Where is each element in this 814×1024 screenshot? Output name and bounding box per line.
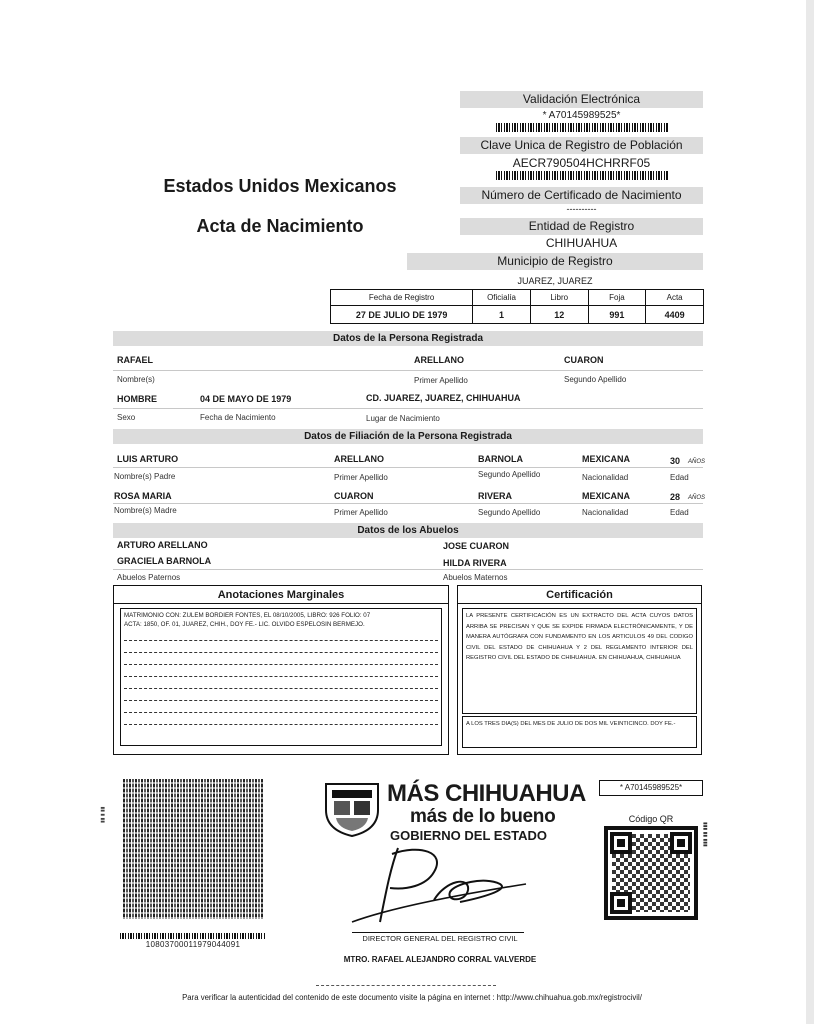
brand-line-2: más de lo bueno: [410, 806, 556, 827]
country-title: Estados Unidos Mexicanos: [163, 176, 397, 196]
anotaciones-inner: [120, 608, 442, 746]
row-divider: [113, 408, 703, 409]
anotacion-dashed-line: [124, 701, 438, 713]
verify-divider: [316, 985, 496, 986]
anotacion-line-1: MATRIMONIO CON: ZULEM BORDIER FONTES, EL 08/10/2005, LIBRO: 926 FOLIO: 07: [124, 612, 371, 619]
persona-fecha-nacimiento: 04 DE MAYO DE 1979: [200, 394, 292, 404]
value-libro: 12: [530, 306, 588, 324]
padre-primer-apellido-label: Primer Apellido: [334, 473, 388, 482]
madre-nacionalidad: MEXICANA: [582, 491, 631, 501]
brand-line-1: MÁS CHIHUAHUA: [387, 780, 586, 807]
persona-sexo: HOMBRE: [117, 394, 157, 404]
madre-nombre-label: Nombre(s) Madre: [114, 506, 177, 515]
padre-nombre-label: Nombre(s) Padre: [114, 472, 176, 481]
persona-lugar-label: Lugar de Nacimiento: [366, 414, 440, 423]
padre-anos: AÑOS: [688, 459, 706, 465]
madre-edad: 28: [670, 492, 681, 502]
row-divider: [113, 503, 703, 504]
padre-segundo-apellido-label: Segundo Apellido: [478, 470, 541, 479]
qr-code: [604, 826, 698, 920]
abuelos-maternos-label: Abuelos Maternos: [443, 573, 508, 582]
header-acta: Acta: [646, 290, 704, 306]
certificado-label: Número de Certificado de Nacimiento: [460, 187, 703, 204]
qr-label: Código QR: [628, 814, 674, 824]
director-title: DIRECTOR GENERAL DEL REGISTRO CIVIL: [362, 934, 518, 943]
abuelo-paterno-2: GRACIELA BARNOLA: [117, 556, 212, 566]
entidad-label: Entidad de Registro: [460, 218, 703, 235]
validacion-barcode: [496, 123, 668, 132]
row-divider: [113, 569, 703, 570]
anotacion-dashed-line: [124, 629, 438, 641]
barcode-side-text: ▮▮ ▮ ▮▮: [100, 806, 106, 823]
state-shield-icon: [322, 780, 382, 838]
validacion-value: * A70145989525*: [542, 110, 621, 121]
anotacion-line-2: ACTA: 1850, OF. 01, JUAREZ, CHIH., DOY FE.- LIC. OLVIDO ESPELOSIN BERMEJO.: [124, 621, 365, 628]
value-fecha-registro: 27 DE JULIO DE 1979: [331, 306, 473, 324]
brand-line-3: GOBIERNO DEL ESTADO: [390, 828, 547, 843]
anotacion-dashed-line: [124, 641, 438, 653]
value-foja: 991: [588, 306, 646, 324]
abuelos-paternos-label: Abuelos Paternos: [117, 573, 181, 582]
padre-nombre: LUIS ARTURO: [117, 454, 179, 464]
barcode-number: 10803700011979044091: [145, 940, 241, 949]
padre-nacionalidad: MEXICANA: [582, 454, 631, 464]
certificacion-title: Certificación: [458, 586, 701, 604]
certificado-value: ----------: [566, 204, 597, 214]
header-foja: Foja: [588, 290, 646, 306]
persona-lugar-nacimiento: CD. JUAREZ, JUAREZ, CHIHUAHUA: [366, 393, 521, 403]
padre-primer-apellido: ARELLANO: [334, 454, 384, 464]
certificacion-box: [457, 585, 702, 755]
padre-nacionalidad-label: Nacionalidad: [582, 473, 629, 482]
padre-edad-label: Edad: [670, 473, 689, 482]
persona-fecha-label: Fecha de Nacimiento: [200, 413, 276, 422]
verify-text: Para verificar la autenticidad del contenido de este documento visite la página en internet : http://www.chihuahua.gob.mx/registrocivil/: [182, 993, 642, 1002]
anotacion-dashed-line: [124, 665, 438, 677]
document-title: Acta de Nacimiento: [196, 216, 364, 236]
section-filiacion-title: Datos de Filiación de la Persona Registrada: [113, 429, 703, 444]
madre-anos: AÑOS: [688, 495, 706, 501]
padre-edad: 30: [670, 456, 681, 466]
value-acta: 4409: [646, 306, 704, 324]
header-oficialia: Oficialía: [473, 290, 531, 306]
persona-primer-apellido-label: Primer Apellido: [414, 376, 468, 385]
signature-image: [350, 840, 530, 930]
persona-nombre-label: Nombre(s): [117, 375, 155, 384]
row-divider: [113, 467, 703, 468]
section-persona-title: Datos de la Persona Registrada: [113, 331, 703, 346]
linear-barcode: [120, 933, 266, 939]
page-edge: [806, 0, 814, 1024]
qr-side-text: ▮▮▮ ▮▮ ▮▮▮: [702, 822, 708, 847]
municipio-label: Municipio de Registro: [407, 253, 703, 270]
header-fecha-registro: Fecha de Registro: [331, 290, 473, 306]
entidad-value: CHIHUAHUA: [545, 236, 618, 250]
certificacion-text: LA PRESENTE CERTIFICACIÓN ES UN EXTRACTO DEL ACTA CUYOS DATOS ARRIBA SE PRECISAN Y QUE SE EXPIDE FIRMADA ELECTRÓNICAMENTE, Y DE MANERA AUTÓGRAFA CON FUNDAMENTO EN LOS ARTICULOS 49 DEL CODIGO CIVIL DEL ESTADO DE CHIHUAHUA Y 2 DEL REGLAMENTO INTERIOR DEL REGISTRO CIVIL DEL ESTADO DE CHIHUAHUA. EN CHIHUAHUA, CHIHUAHUA: [462, 608, 697, 714]
madre-primer-apellido: CUARON: [334, 491, 374, 501]
validacion-label: Validación Electrónica: [460, 91, 703, 108]
abuelo-materno-1: JOSE CUARON: [443, 541, 510, 551]
madre-nombre: ROSA MARIA: [114, 491, 172, 501]
abuelo-materno-2: HILDA RIVERA: [443, 558, 507, 568]
padre-segundo-apellido: BARNOLA: [478, 454, 523, 464]
madre-segundo-apellido: RIVERA: [478, 491, 513, 501]
footer-validacion-box: * A70145989525*: [599, 780, 703, 796]
anotaciones-title: Anotaciones Marginales: [114, 586, 448, 604]
madre-nacionalidad-label: Nacionalidad: [582, 508, 629, 517]
curp-label: Clave Unica de Registro de Población: [460, 137, 703, 154]
persona-sexo-label: Sexo: [117, 413, 136, 422]
municipio-value: JUAREZ, JUAREZ: [517, 276, 593, 286]
anotacion-dashed-line: [124, 713, 438, 725]
curp-value: AECR790504HCHRRF05: [512, 156, 651, 170]
signature-line: [352, 932, 524, 933]
persona-segundo-apellido: CUARON: [564, 355, 604, 365]
pdf417-barcode: [123, 779, 263, 919]
madre-segundo-apellido-label: Segundo Apellido: [478, 508, 541, 517]
anotaciones-box: [113, 585, 449, 755]
curp-barcode: [496, 171, 668, 180]
madre-edad-label: Edad: [670, 508, 689, 517]
abuelo-paterno-1: ARTURO ARELLANO: [117, 540, 208, 550]
anotacion-dashed-line: [124, 677, 438, 689]
header-libro: Libro: [530, 290, 588, 306]
persona-primer-apellido: ARELLANO: [414, 355, 464, 365]
registration-table: [330, 289, 704, 324]
madre-primer-apellido-label: Primer Apellido: [334, 508, 388, 517]
value-oficialia: 1: [473, 306, 531, 324]
anotacion-dashed-line: [124, 689, 438, 701]
persona-segundo-apellido-label: Segundo Apellido: [564, 375, 627, 384]
section-abuelos-title: Datos de los Abuelos: [113, 523, 703, 538]
row-divider: [113, 370, 703, 371]
anotacion-dashed-line: [124, 653, 438, 665]
certificacion-date-text: A LOS TRES DIA(S) DEL MES DE JULIO DE DOS MIL VEINTICINCO. DOY FE.-: [462, 716, 697, 748]
director-name: MTRO. RAFAEL ALEJANDRO CORRAL VALVERDE: [343, 955, 537, 964]
persona-nombre: RAFAEL: [117, 355, 153, 365]
